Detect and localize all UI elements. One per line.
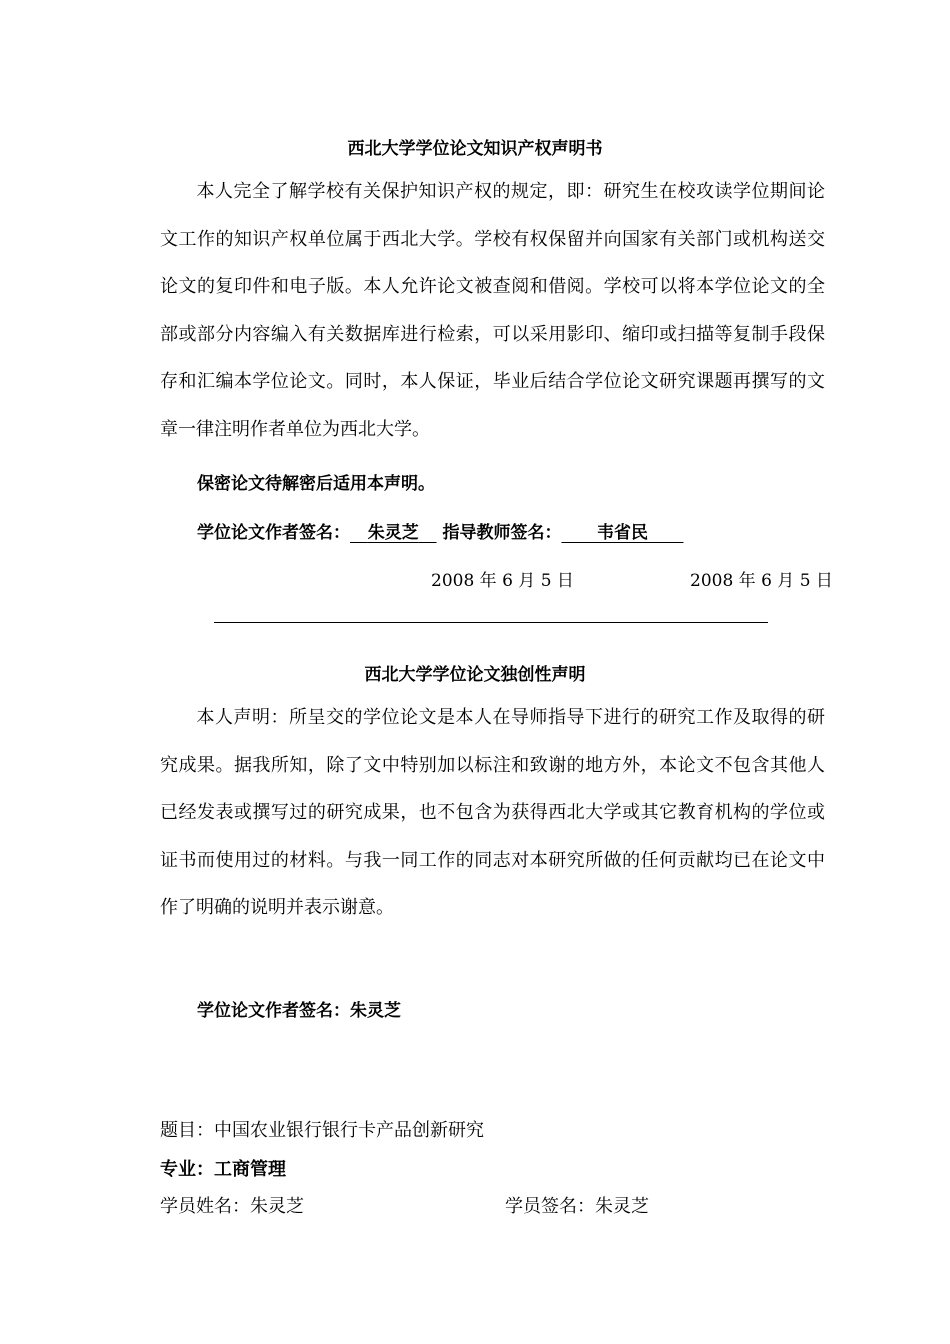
originality-statement-body (160, 694, 825, 932)
advisor-date: 2008 年 6 月 5 日 (690, 571, 833, 591)
student-signature: 学员签名：朱灵芝 (505, 1196, 649, 1217)
ip-signature-line (197, 518, 683, 543)
originality-author-sign-value: 朱灵芝 (350, 1001, 401, 1021)
author-sign-value: 朱灵芝 (367, 523, 419, 543)
confidential-note: 保密论文待解密后适用本声明。 (197, 474, 435, 494)
thesis-major: 专业：工商管理 (160, 1159, 286, 1180)
student-name: 学员姓名：朱灵芝 (160, 1196, 304, 1217)
advisor-sign-field (561, 523, 683, 543)
advisor-sign-value: 韦省民 (596, 523, 648, 543)
advisor-sign-label: 指导教师签名： (442, 523, 562, 543)
section-divider (214, 622, 768, 623)
originality-signature-line (197, 996, 401, 1021)
originality-statement-title: 西北大学学位论文独创性声明 (364, 665, 586, 685)
ip-statement-title: 西北大学学位论文知识产权声明书 (347, 139, 603, 159)
author-sign-field (350, 523, 437, 543)
author-date: 2008 年 6 月 5 日 (431, 571, 574, 591)
author-sign-label: 学位论文作者签名： (197, 523, 350, 543)
originality-statement-text: 本人声明：所呈交的学位论文是本人在导师指导下进行的研究工作及取得的研究成果。据我所知，除了文中特别加以标注和致谢的地方外，本论文不包含其他人已经发表或撰写过的研究成果，也不包含为获得西北大学或其它教育机构的学位或证书而使用过的材料。与我一同工作的同志对本研究所做的任何贡献均已在论文中作了明确的说明并表示谢意。 (160, 707, 825, 919)
thesis-topic: 题目：中国农业银行银行卡产品创新研究 (160, 1120, 484, 1141)
ip-statement-text: 本人完全了解学校有关保护知识产权的规定，即：研究生在校攻读学位期间论文工作的知识产权单位属于西北大学。学校有权保留并向国家有关部门或机构送交论文的复印件和电子版。本人允许论文被查阅和借阅。学校可以将本学位论文的全部或部分内容编入有关数据库进行检索，可以采用影印、缩印或扫描等复制手段保存和汇编本学位论文。同时，本人保证，毕业后结合学位论文研究课题再撰写的文章一律注明作者单位为西北大学。 (160, 181, 825, 440)
ip-statement-body (160, 168, 825, 454)
originality-author-sign-label: 学位论文作者签名： (197, 1001, 350, 1021)
